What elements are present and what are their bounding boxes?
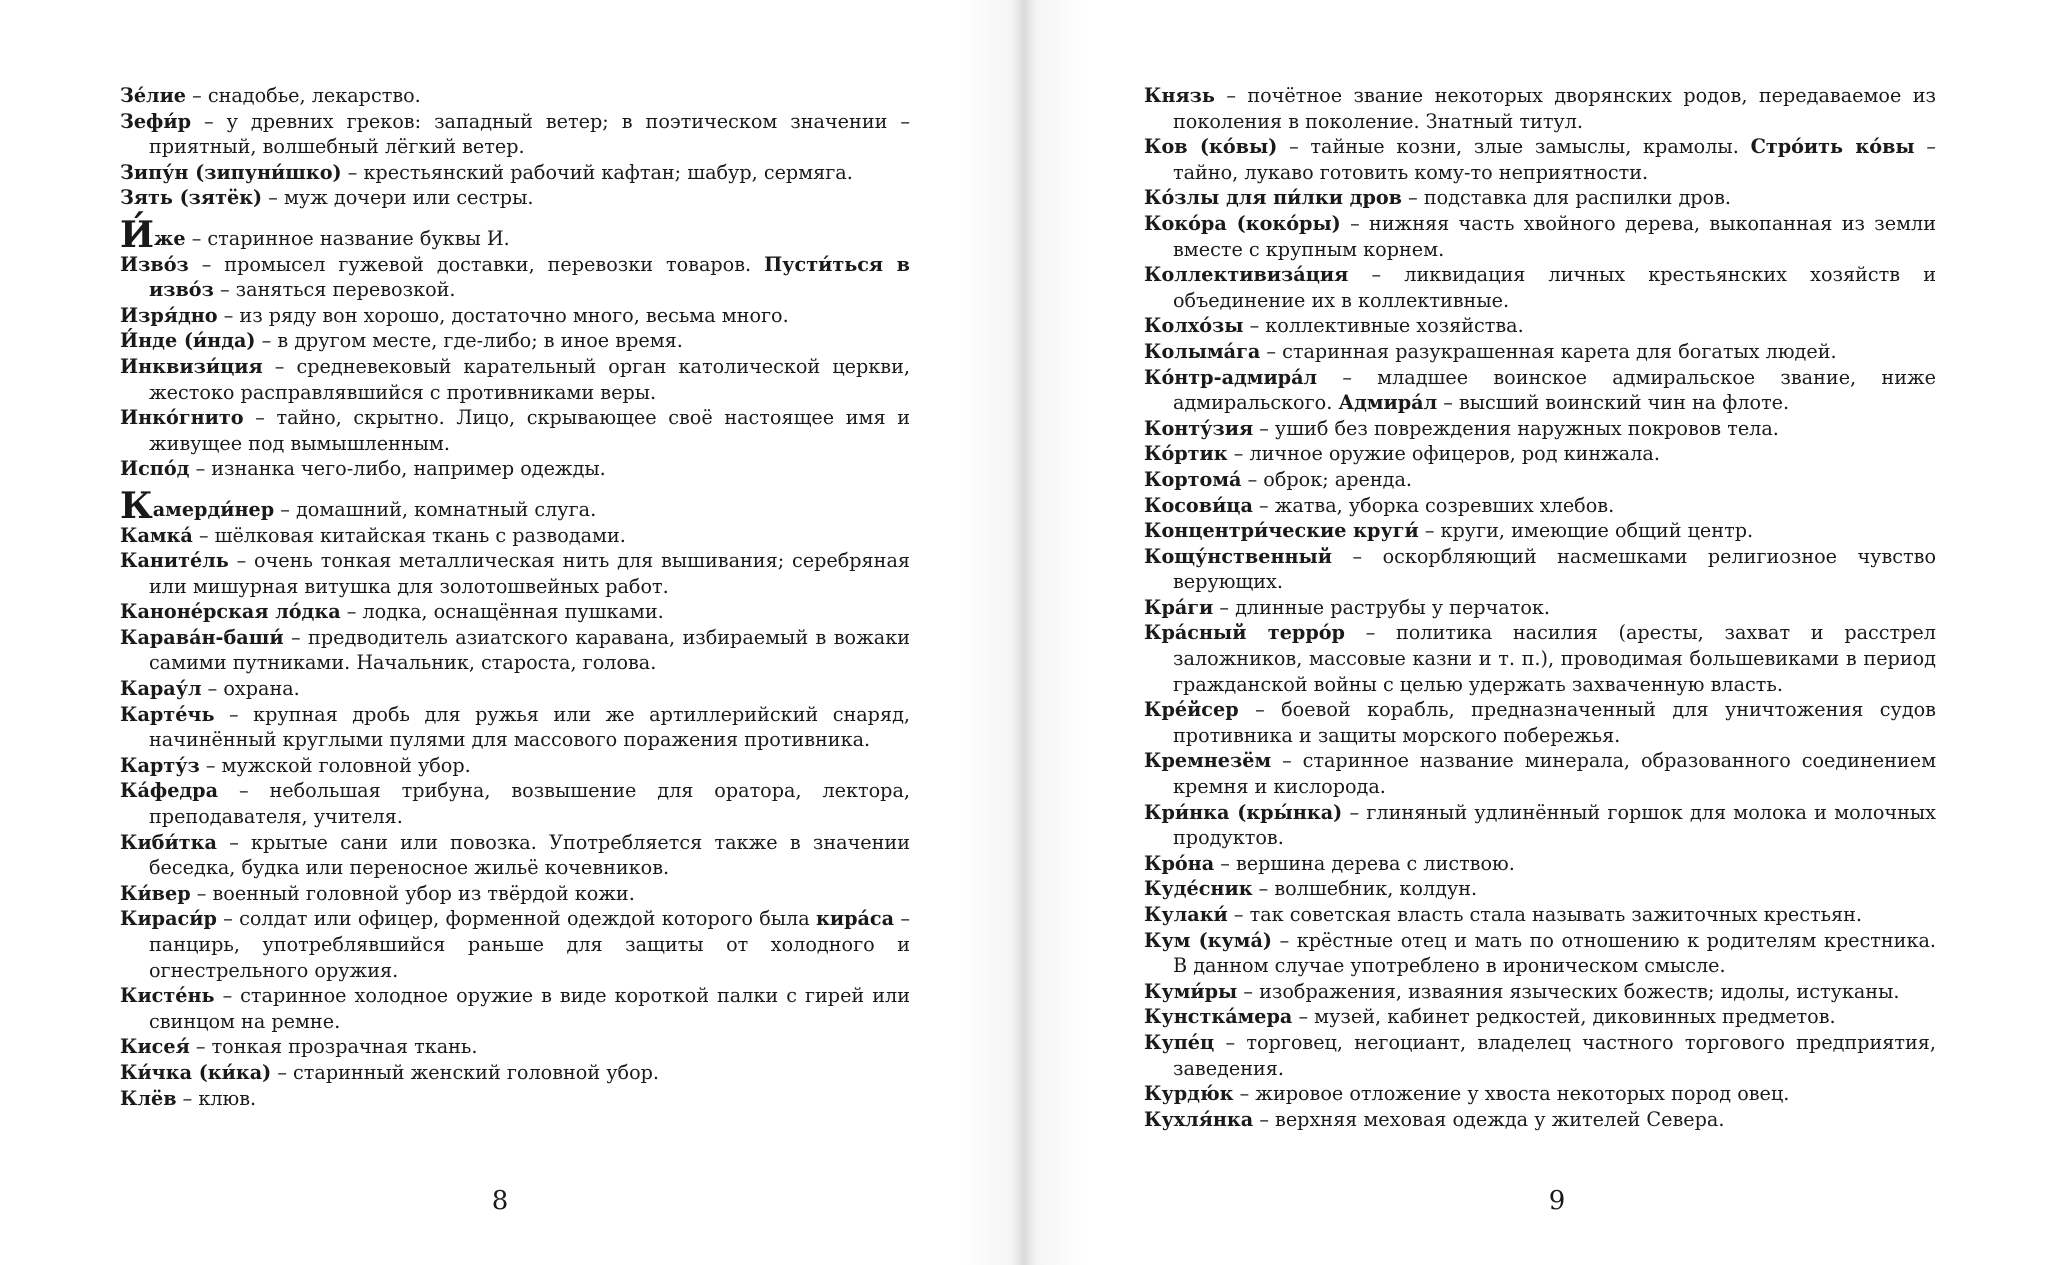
glossary-entry — [1144, 544, 1936, 595]
entry-headword: Инквизи́ция — [120, 354, 263, 378]
entry-definition: – жировое отложение у хвоста некоторых пород овец. — [1239, 1082, 1790, 1106]
entry-definition: – небольшая трибуна, возвышение для оратора, лектора, преподавателя, учителя. — [149, 779, 910, 829]
entry-definition: – коллективные хозяйства. — [1249, 314, 1524, 338]
entry-definition: – снадобье, лекарство. — [192, 84, 421, 107]
glossary-entry — [1144, 134, 1936, 185]
glossary-entry — [120, 676, 910, 702]
glossary-entry — [120, 1060, 910, 1086]
entry-definition: – оскорбляющий насмешками религиозное чувство верующих. — [1173, 544, 1936, 594]
right-page — [1026, 0, 2048, 1265]
glossary-entry — [120, 548, 910, 599]
entry-definition: – ушиб без повреждения наружных покровов тела. — [1259, 416, 1779, 440]
entry-sub-headword: Пусти́ться в изво́з — [149, 252, 910, 302]
entry-headword: Карту́з — [120, 753, 200, 777]
entry-definition: – мужской головной убор. — [205, 753, 471, 777]
entry-sub-definition: – тайно, лукаво готовить кому-то неприятности. — [1173, 135, 1936, 184]
glossary-entry — [1144, 313, 1936, 339]
entry-definition: – изнанка чего-либо, например одежды. — [195, 457, 606, 481]
entry-headword: Зять (зятёк) — [120, 186, 263, 210]
entry-headword: Кощу́нственный — [1144, 544, 1333, 568]
entry-definition: – младшее воинское адмиральское звание, ниже адмиральского. — [1173, 365, 1936, 415]
glossary-entry — [120, 625, 910, 676]
entry-headword: Канитéль — [120, 549, 229, 573]
entry-definition: – личное оружие офицеров, род кинжала. — [1233, 442, 1660, 466]
glossary-entry — [1144, 697, 1936, 748]
entry-definition: – музей, кабинет редкостей, диковинных предметов. — [1298, 1005, 1836, 1029]
left-page — [0, 0, 1022, 1265]
entry-definition: – торговец, негоциант, владелец частного торгового предприятия, заведения. — [1173, 1030, 1936, 1080]
entry-headword: Кираси́р — [120, 907, 217, 931]
entry-headword: Ко́злы для пи́лки дров — [1144, 186, 1403, 210]
entry-definition: – в другом месте, где-либо; в иное время. — [261, 329, 683, 353]
entry-definition: – крёстные отец и мать по отношению к родителям крестника. В данном случае употреблено в ироническом смысле. — [1173, 928, 1936, 978]
section-initial-letter: И́ — [120, 213, 155, 256]
entry-headword: Канонéрская ло́дка — [120, 600, 341, 624]
glossary-entry — [120, 354, 910, 405]
glossary-entry — [120, 778, 910, 829]
glossary-entry — [120, 328, 910, 354]
entry-headword: Ков (ко́вы) — [1144, 135, 1278, 159]
page-number-left: 8 — [491, 1186, 509, 1216]
glossary-entry — [1144, 1081, 1936, 1107]
entry-definition: – старинное холодное оружие в виде короткой палки с гирей или свинцом на ремне. — [149, 984, 910, 1033]
left-page-glossary — [120, 83, 910, 1111]
entry-headword: Курдю́к — [1144, 1082, 1234, 1106]
entry-definition: – крестьянский рабочий кафтан; шабур, сермяга. — [347, 160, 853, 184]
glossary-entry — [120, 456, 910, 482]
entry-headword: Конту́зия — [1144, 416, 1254, 440]
glossary-entry — [1144, 1004, 1936, 1030]
entry-headword: Испо́д — [120, 457, 190, 481]
glossary-entry — [1144, 876, 1936, 902]
entry-headword: И́нде (и́нда) — [120, 329, 256, 353]
glossary-entry — [1144, 262, 1936, 313]
entry-definition: – промысел гужевой доставки, перевозки товаров. — [201, 252, 752, 276]
entry-headword: Коко́ра (коко́ры) — [1144, 211, 1341, 235]
entry-definition: – так советская власть стала называть зажиточных крестьян. — [1233, 903, 1863, 926]
entry-headword: Куми́ры — [1144, 979, 1238, 1003]
entry-definition: – ликвидация личных крестьянских хозяйств и объединение их в коллективные. — [1173, 263, 1936, 312]
entry-definition: – старинное название буквы И. — [191, 226, 510, 250]
glossary-entry — [120, 185, 910, 211]
entry-headword: Кисея́ — [120, 1035, 190, 1059]
glossary-entry — [1144, 518, 1936, 544]
glossary-entry — [1144, 365, 1936, 416]
entry-definition: – тонкая прозрачная ткань. — [195, 1035, 478, 1059]
entry-headword: Клёв — [120, 1086, 177, 1110]
entry-headword: Князь — [1144, 84, 1215, 107]
entry-definition: – длинные раструбы у перчаток. — [1219, 595, 1550, 619]
entry-headword: Колхо́зы — [1144, 314, 1244, 338]
entry-headword: Крéйсер — [1144, 698, 1239, 722]
entry-definition: – очень тонкая металлическая нить для вышивания; серебряная или мишурная витушка для золотошвейных работ. — [149, 549, 910, 598]
entry-headword: же — [154, 226, 186, 250]
entry-sub-definition: – заняться перевозкой. — [219, 278, 456, 302]
entry-definition: – крупная дробь для ружья или же артиллерийский снаряд, начинённый круглыми пулями для массового поражения противника. — [149, 702, 910, 752]
entry-definition: – муж дочери или сестры. — [268, 186, 534, 210]
glossary-entry — [120, 983, 910, 1034]
entry-definition: – оброк; аренда. — [1247, 467, 1412, 491]
entry-headword: Куде́сник — [1144, 877, 1253, 901]
glossary-entry — [120, 484, 910, 527]
entry-definition: – волшебник, колдун. — [1258, 877, 1478, 901]
entry-headword: Колыма́га — [1144, 339, 1261, 363]
entry-definition: – крытые сани или повозка. Употребляется также в значении беседка, будка или переносное жильё кочевников. — [149, 830, 910, 880]
entry-definition: – из ряду вон хорошо, достаточно много, весьма много. — [223, 303, 789, 327]
glossary-entry — [120, 753, 910, 779]
entry-headword: Кра́сный терро́р — [1144, 621, 1345, 645]
glossary-entry — [1144, 339, 1936, 365]
entry-sub-definition: – высший воинский чин на флоте. — [1443, 391, 1790, 415]
entry-headword: Кремнезём — [1144, 749, 1272, 773]
entry-headword: Кулаки́ — [1144, 903, 1228, 926]
glossary-entry — [120, 599, 910, 625]
glossary-entry — [1144, 902, 1936, 928]
entry-headword: Камка́ — [120, 523, 193, 547]
entry-definition: – домашний, комнатный слуга. — [280, 497, 597, 521]
entry-definition: – лодка, оснащённая пушками. — [346, 600, 664, 624]
glossary-entry — [1144, 979, 1936, 1005]
entry-definition: – верхняя меховая одежда у жителей Севера. — [1259, 1107, 1725, 1131]
entry-headword: амерди́нер — [152, 497, 275, 521]
entry-sub-headword: кира́са — [816, 907, 895, 931]
entry-definition: – старинный женский головной убор. — [277, 1060, 660, 1084]
entry-headword: Карава́н-баши́ — [120, 625, 284, 649]
entry-headword: Косови́ца — [1144, 493, 1253, 517]
entry-sub-headword: Стро́ить ко́вы — [1750, 135, 1915, 159]
glossary-entry — [120, 252, 910, 303]
entry-headword: Зефи́р — [120, 109, 191, 133]
glossary-entry — [120, 160, 910, 186]
glossary-entry — [120, 1086, 910, 1112]
glossary-entry — [1144, 83, 1936, 134]
glossary-entry — [120, 1034, 910, 1060]
entry-definition: – боевой корабль, предназначенный для уничтожения судов противника и защиты морского побережья. — [1173, 698, 1936, 747]
entry-headword: Кри́нка (кры́нка) — [1144, 800, 1343, 824]
glossary-entry — [1144, 620, 1936, 697]
glossary-entry — [120, 702, 910, 753]
entry-definition: – подставка для распилки дров. — [1408, 186, 1731, 210]
entry-definition: – старинное название минерала, образованного соединением кремня и кислорода. — [1173, 749, 1936, 799]
entry-headword: Концентри́ческие круги́ — [1144, 519, 1419, 543]
entry-headword: Кухля́нка — [1144, 1107, 1254, 1131]
glossary-entry — [1144, 1030, 1936, 1081]
entry-headword: Купéц — [1144, 1030, 1215, 1054]
entry-definition: – шёлковая китайская ткань с разводами. — [198, 523, 626, 547]
entry-headword: Зипу́н (зипуни́шко) — [120, 160, 342, 184]
glossary-entry — [120, 830, 910, 881]
entry-definition: – изображения, изваяния языческих божеств; идолы, истуканы. — [1243, 979, 1900, 1003]
entry-definition: – предводитель азиатского каравана, избираемый в вожаки самими путниками. Начальник, староста, голова. — [149, 625, 910, 675]
entry-definition: – солдат или офицер, форменной одеждой которого была — [223, 907, 810, 931]
glossary-entry — [1144, 928, 1936, 979]
entry-headword: Коллективиза́ция — [1144, 263, 1349, 287]
glossary-entry — [1144, 185, 1936, 211]
glossary-entry — [1144, 211, 1936, 262]
section-initial-letter: К — [120, 484, 153, 527]
entry-headword: Картéчь — [120, 702, 215, 726]
entry-definition: – тайно, скрытно. Лицо, скрывающее своё настоящее имя и живущее под вымышленным. — [149, 406, 911, 455]
entry-headword: Изво́з — [120, 252, 189, 276]
glossary-entry — [120, 303, 910, 329]
entry-headword: Кра́ги — [1144, 595, 1214, 619]
entry-headword: Кум (кума́) — [1144, 928, 1272, 952]
right-page-glossary — [1144, 83, 1936, 1132]
glossary-entry — [1144, 441, 1936, 467]
glossary-entry — [1144, 800, 1936, 851]
entry-headword: Кистéнь — [120, 984, 215, 1008]
entry-headword: Изря́дно — [120, 303, 218, 327]
entry-headword: Ка́федра — [120, 779, 219, 803]
entry-definition: – политика насилия (аресты, захват и расстрел заложников, массовые казни и т. п.), проводимая большевиками в период гражданской войны с целью удержать захваченную власть. — [1173, 621, 1936, 696]
entry-definition: – круги, имеющие общий центр. — [1424, 519, 1754, 543]
page-number-right: 9 — [1548, 1186, 1566, 1216]
glossary-entry — [120, 906, 910, 983]
entry-headword: Карау́л — [120, 677, 202, 701]
entry-definition: – почётное звание некоторых дворянских родов, передаваемое из поколения в поколение. Знатный титул. — [1173, 84, 1936, 133]
glossary-entry — [120, 83, 910, 109]
entry-definition: – вершина дерева с листвою. — [1220, 851, 1515, 875]
glossary-entry — [1144, 467, 1936, 493]
glossary-entry — [1144, 748, 1936, 799]
glossary-entry — [120, 523, 910, 549]
entry-definition: – у древних греков: западный ветер; в поэтическом значении – приятный, волшебный лёгкий ветер. — [149, 109, 910, 159]
entry-sub-headword: Адмира́л — [1338, 391, 1438, 415]
entry-headword: Кортома́ — [1144, 467, 1242, 491]
entry-definition: – глиняный удлинённый горшок для молока и молочных продуктов. — [1173, 800, 1936, 850]
entry-definition: – жатва, уборка созревших хлебов. — [1259, 493, 1615, 517]
glossary-entry — [120, 109, 910, 160]
entry-headword: Кунстка́мера — [1144, 1005, 1293, 1029]
glossary-entry — [1144, 1107, 1936, 1133]
entry-definition: – военный головной убор из твёрдой кожи. — [196, 881, 635, 905]
glossary-entry — [1144, 416, 1936, 442]
glossary-entry — [120, 881, 910, 907]
entry-headword: Ки́вер — [120, 881, 191, 905]
entry-headword: Ки́чка (ки́ка) — [120, 1060, 272, 1084]
entry-headword: Зе́лие — [120, 84, 187, 107]
entry-definition: – нижняя часть хвойного дерева, выкопанная из земли вместе с крупным корнем. — [1173, 211, 1936, 261]
glossary-entry — [1144, 595, 1936, 621]
entry-definition: – средневековый карательный орган католической церкви, жестоко расправлявшийся с противниками веры. — [149, 354, 910, 404]
entry-definition: – тайные козни, злые замыслы, крамолы. — [1289, 135, 1739, 159]
entry-definition: – клюв. — [182, 1086, 257, 1110]
glossary-entry — [1144, 493, 1936, 519]
entry-headword: Киби́тка — [120, 830, 217, 854]
entry-headword: Ко́нтр-адмира́л — [1144, 365, 1318, 389]
entry-headword: Инко́гнито — [120, 406, 244, 430]
glossary-entry — [1144, 851, 1936, 877]
entry-definition: – охрана. — [207, 677, 300, 701]
glossary-entry — [120, 405, 910, 456]
entry-headword: Кро́на — [1144, 851, 1215, 875]
entry-headword: Ко́ртик — [1144, 442, 1228, 466]
glossary-entry — [120, 213, 910, 256]
entry-definition: – старинная разукрашенная карета для богатых людей. — [1266, 339, 1837, 363]
entry-sub-definition: – панцирь, употреблявшийся раньше для защиты от холодного и огнестрельного оружия. — [149, 907, 910, 982]
